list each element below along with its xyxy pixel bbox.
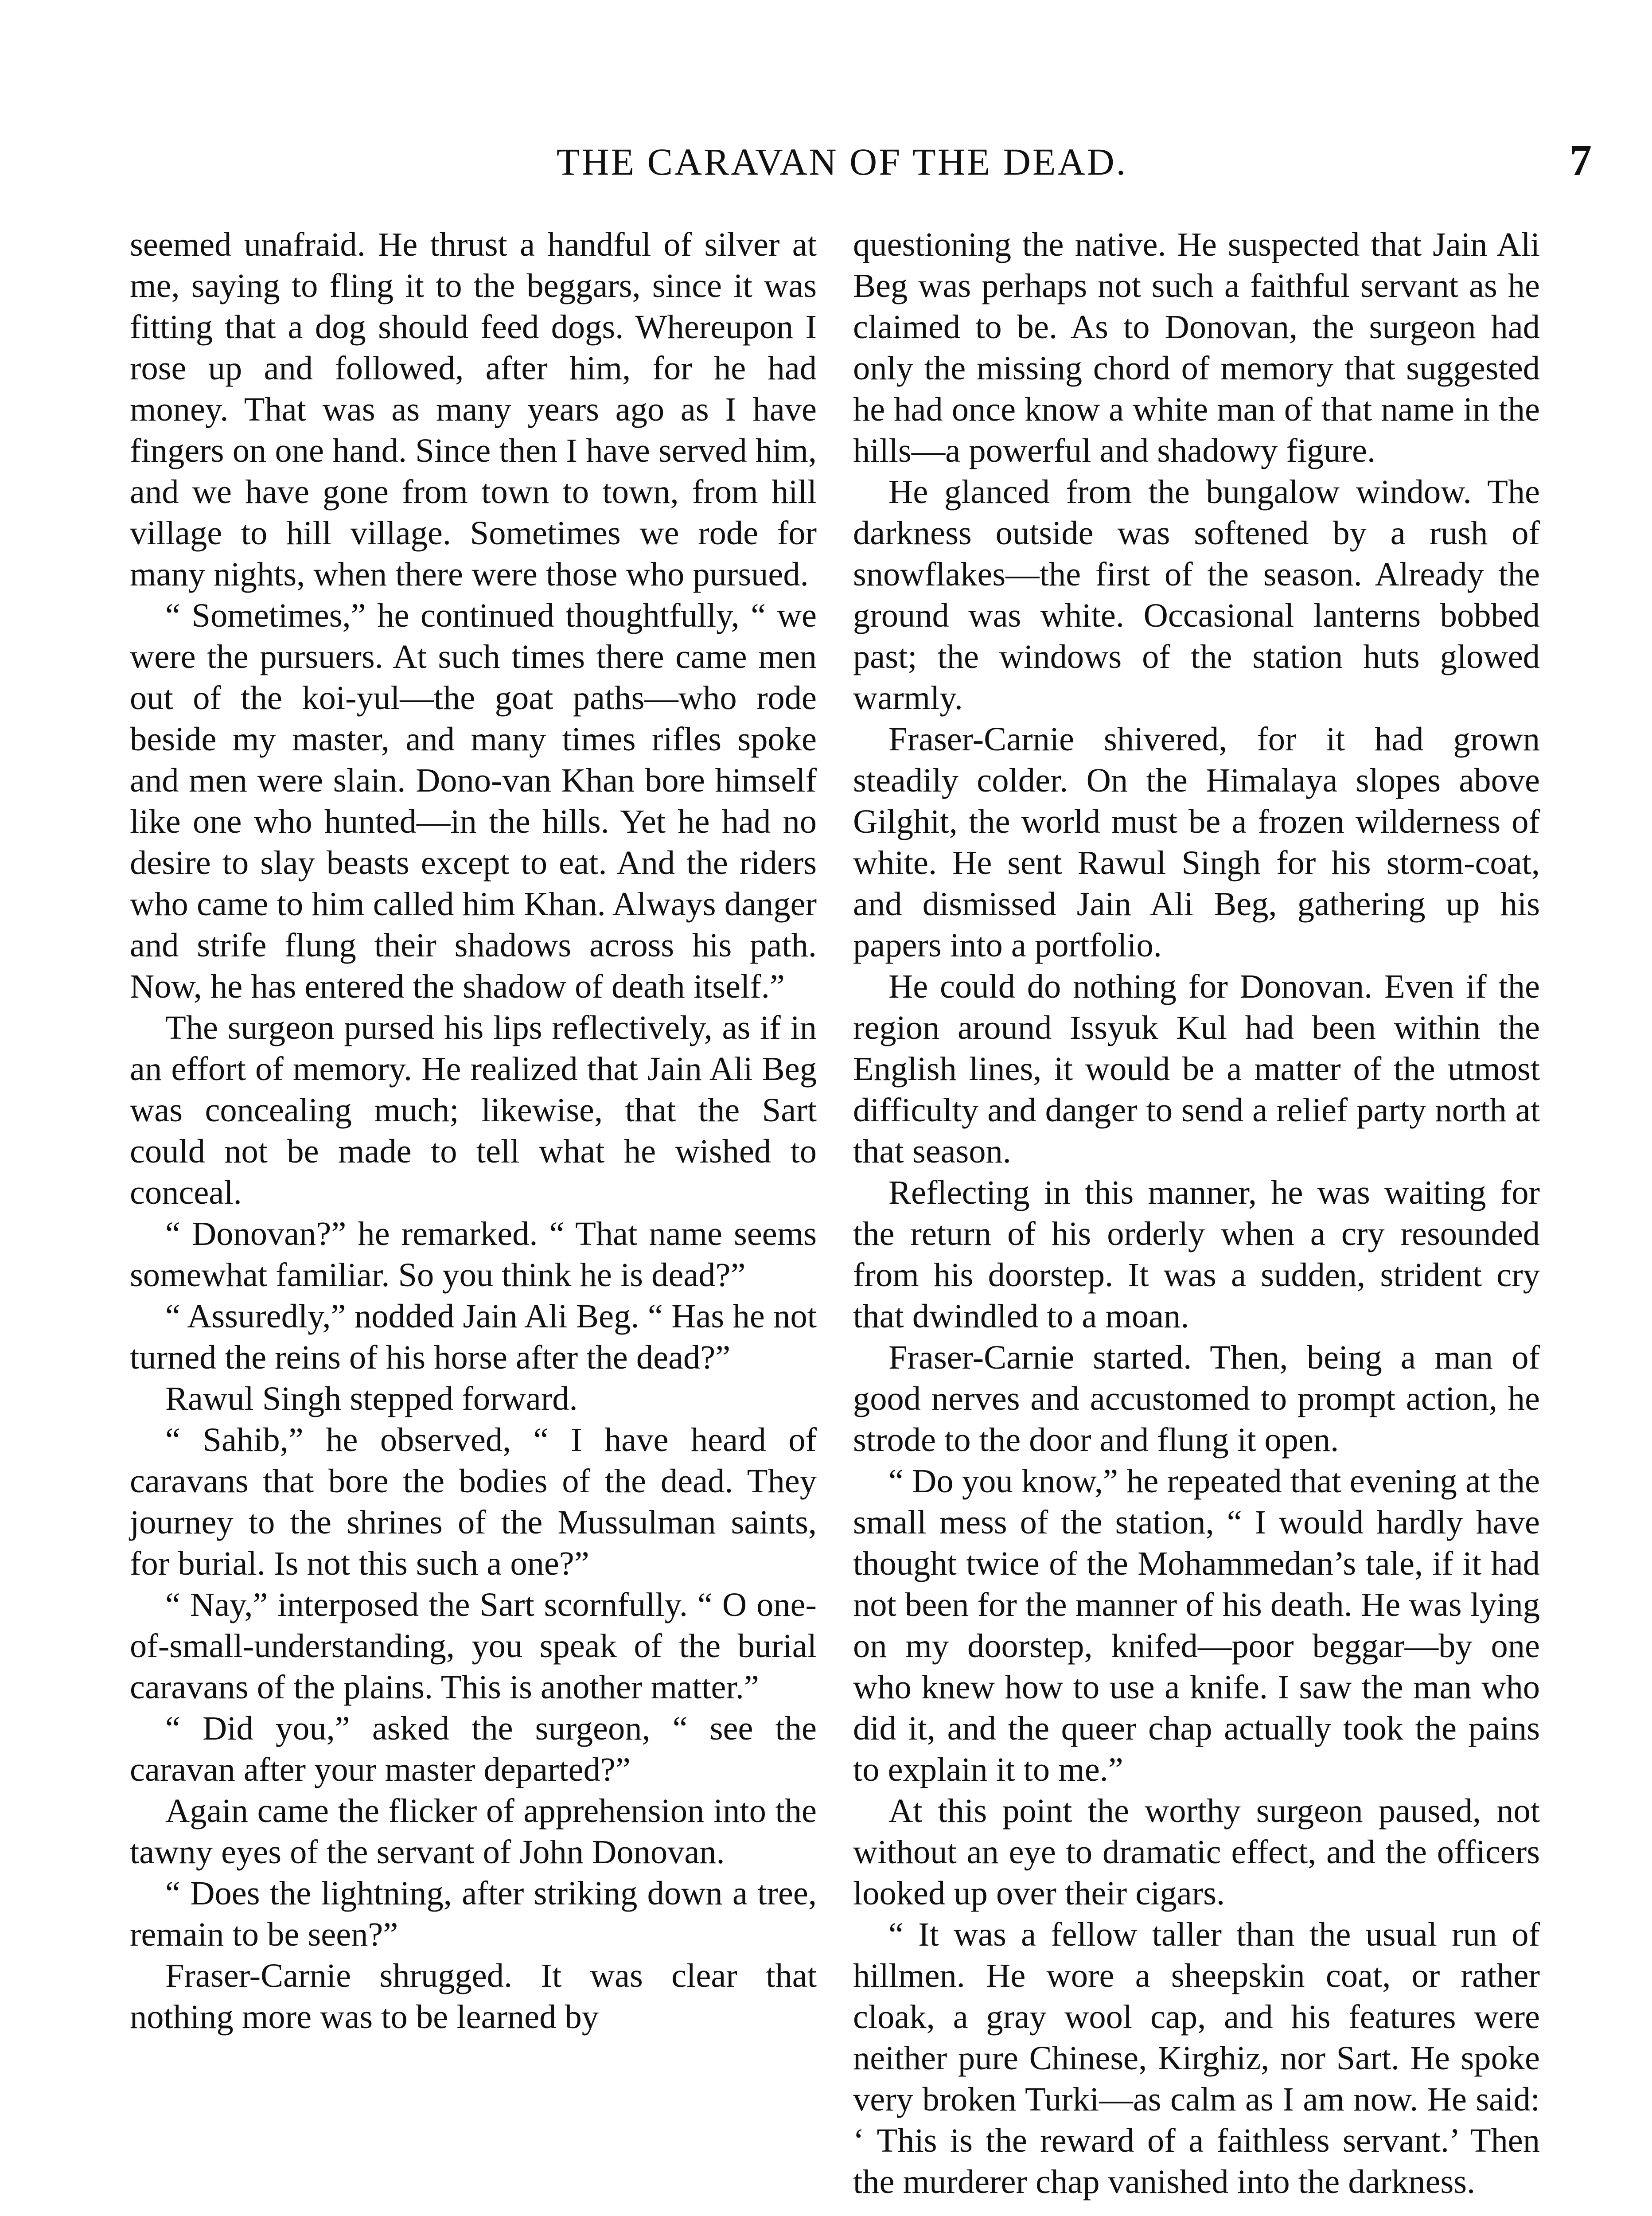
- paragraph: Fraser-Carnie shivered, for it had grown steadily colder. On the Himalaya slopes above Gilghit, the world must be a frozen wilderness of white. He sent Rawul Singh for his storm-coat, and dismissed Jain Ali Beg, gathering up his papers into a portfolio.: [853, 720, 1540, 964]
- paragraph: Again came the flicker of apprehension into the tawny eyes of the servant of John Donovan.: [130, 1792, 817, 1871]
- paragraph: “ Does the lightning, after striking down a tree, remain to be seen?”: [130, 1874, 817, 1953]
- paragraph: questioning the native. He suspected that Jain Ali Beg was perhaps not such a faithful servant as he claimed to be. As to Donovan, the surgeon had only the missing chord of memory that suggested he had once know a white man of that name in the hills—a powerful and shadowy figure.: [853, 226, 1540, 469]
- paragraph: He glanced from the bungalow window. The darkness outside was softened by a rush of snowflakes—the first of the season. Already the ground was white. Occasional lanterns bobbed past; the windows of the station huts glowed warmly.: [853, 473, 1540, 717]
- paragraph: Fraser-Carnie shrugged. It was clear that nothing more was to be learned by: [130, 1957, 817, 2036]
- paragraph: “ It was a fellow taller than the usual run of hillmen. He wore a sheepskin coat, or rather cloak, a gray wool cap, and his features were neither pure Chinese, Kirghiz, nor Sart. He spoke very broken Turki—as calm as I am now. He said: ‘ This is the reward of a faithless servant.’ Then the murderer chap vanished into the darkness.: [853, 1916, 1540, 2200]
- paragraph: “ Did you,” asked the surgeon, “ see the caravan after your master departed?”: [130, 1709, 817, 1788]
- paragraph: “ Donovan?” he remarked. “ That name seems somewhat familiar. So you think he is dead?”: [130, 1215, 817, 1294]
- paragraph: At this point the worthy surgeon paused, not without an eye to dramatic effect, and the officers looked up over their cigars.: [853, 1792, 1540, 1912]
- paragraph: “ Do you know,” he repeated that evening at the small mess of the station, “ I would hardly have thought twice of the Mohammedan’s tale, if it had not been for the manner of his death. He was lying on my doorstep, knifed—poor beggar—by one who knew how to use a knife. I saw the man who did it, and the queer chap actually took the pains to explain it to me.”: [853, 1462, 1540, 1788]
- paragraph: Rawul Singh stepped forward.: [165, 1380, 578, 1417]
- paragraph: “ Sahib,” he observed, “ I have heard of caravans that bore the bodies of the dead. They journey to the shrines of the Mussulman saints, for burial. Is not this such a one?”: [130, 1421, 817, 1582]
- paragraph: “ Assuredly,” nodded Jain Ali Beg. “ Has he not turned the reins of his horse after the dead?”: [130, 1297, 817, 1376]
- running-title: THE CARAVAN OF THE DEAD.: [556, 140, 1128, 183]
- paragraph: The surgeon pursed his lips reflectively, as if in an effort of memory. He realized that Jain Ali Beg was concealing much; likewise, that the Sart could not be made to tell what he wished to conceal.: [130, 1009, 817, 1211]
- paragraph: “ Nay,” interposed the Sart scornfully. “ O one-of-small-understanding, you speak of the burial caravans of the plains. This is another matter.”: [130, 1586, 817, 1706]
- paragraph: Reflecting in this manner, he was waiting for the return of his orderly when a cry resounded from his doorstep. It was a sudden, strident cry that dwindled to a moan.: [853, 1174, 1540, 1335]
- paragraph: Fraser-Carnie started. Then, being a man of good nerves and accustomed to prompt action, he strode to the door and flung it open.: [853, 1338, 1540, 1459]
- paragraph: He could do nothing for Donovan. Even if the region around Issyuk Kul had been within the English lines, it would be a matter of the utmost difficulty and danger to send a relief party north at that season.: [853, 968, 1540, 1170]
- paragraph: “ Sometimes,” he continued thoughtfully, “ we were the pursuers. At such times there came men out of the koi-yul—the goat paths—who rode beside my master, and many times rifles spoke and men were slain. Dono-van Khan bore himself like one who hunted—in the hills. Yet he had no desire to slay beasts except to eat. And the riders who came to him called him Khan. Always danger and strife flung their shadows across his path. Now, he has entered the shadow of death itself.”: [130, 597, 817, 1005]
- right-column: [853, 224, 1540, 2202]
- paragraph: seemed unafraid. He thrust a handful of silver at me, saying to fling it to the beggars, since it was fitting that a dog should feed dogs. Whereupon I rose up and followed, after him, for he had money. That was as many years ago as I have fingers on one hand. Since then I have served him, and we have gone from town to town, from hill village to hill village. Sometimes we rode for many nights, when there were those who pursued.: [130, 226, 817, 593]
- page-number: 7: [1570, 136, 1592, 185]
- left-column: [130, 224, 817, 2037]
